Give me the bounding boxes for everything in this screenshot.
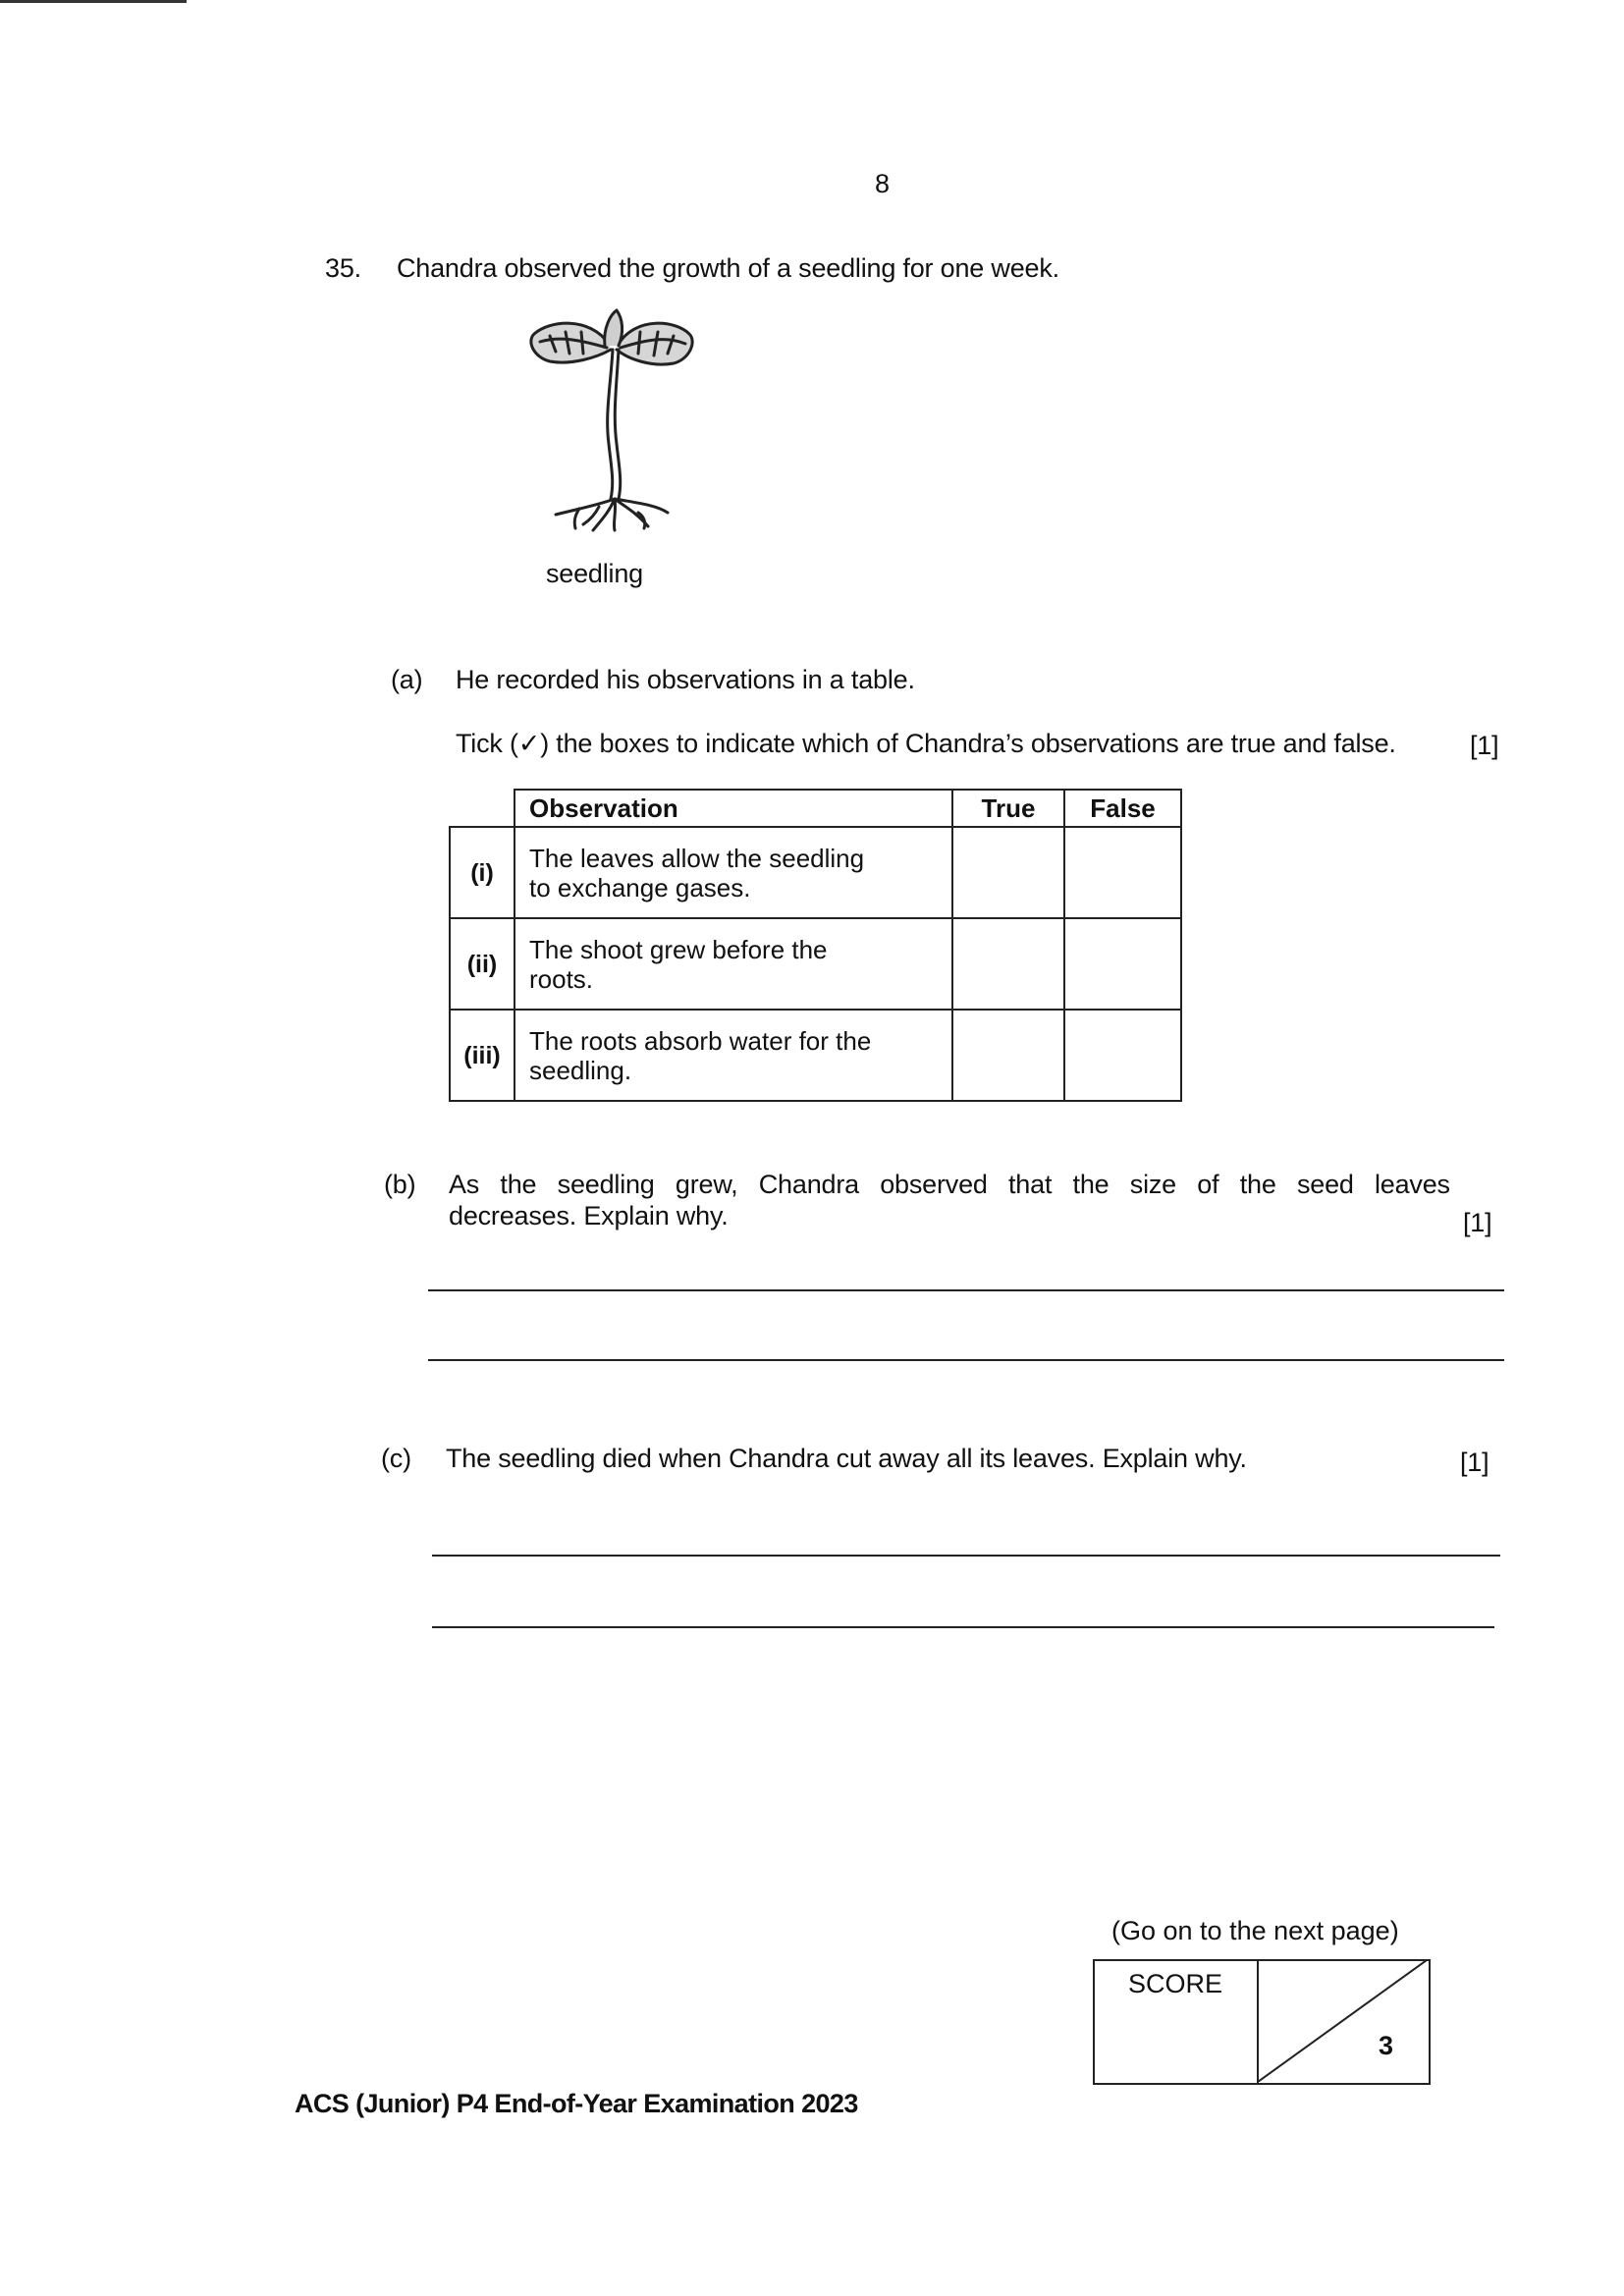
observation-cell: [514, 918, 952, 1010]
row-roman-numeral: (iii): [450, 1010, 514, 1101]
part-a-label: (a): [391, 665, 423, 694]
page-number: 8: [875, 169, 891, 198]
seedling-caption: seedling: [546, 559, 643, 588]
row-roman-numeral: (ii): [450, 918, 514, 1010]
true-tick-box[interactable]: [952, 1010, 1064, 1101]
table-row: [450, 827, 1181, 918]
part-c-marks: [1]: [1460, 1448, 1489, 1477]
part-a-marks: [1]: [1470, 731, 1499, 760]
table-header-spacer: [450, 790, 514, 827]
false-tick-box[interactable]: [1064, 1010, 1181, 1101]
part-a-instruction: Tick (✓) the boxes to indicate which of Chandra’s observations are true and false.: [456, 729, 1396, 758]
false-tick-box[interactable]: [1064, 827, 1181, 918]
score-label: SCORE: [1128, 1969, 1223, 1998]
part-c-text: The seedling died when Chandra cut away all its leaves. Explain why.: [446, 1444, 1247, 1473]
true-tick-box[interactable]: [952, 827, 1064, 918]
part-c-label: (c): [381, 1444, 411, 1473]
header-observation: Observation: [514, 790, 952, 827]
part-b-marks: [1]: [1463, 1208, 1492, 1237]
observation-line: The shoot grew before the: [529, 934, 828, 964]
scan-corner-mark: [0, 0, 187, 3]
go-to-next-page-note: (Go on to the next page): [1111, 1916, 1399, 1945]
header-false: False: [1064, 790, 1181, 827]
observation-line: The roots absorb water for the: [529, 1025, 872, 1056]
footer-exam-title: ACS (Junior) P4 End-of-Year Examination 2023: [295, 2089, 858, 2118]
part-a-intro: He recorded his observations in a table.: [456, 665, 915, 694]
table-header-row: [450, 790, 1181, 827]
table-row: [450, 918, 1181, 1010]
answer-line-b1[interactable]: [428, 1289, 1504, 1291]
part-b-text-line-1: As the seedling grew, Chandra observed that the size of the seed leaves: [449, 1170, 1450, 1199]
question-number: 35.: [325, 253, 361, 283]
observation-line: The leaves allow the seedling: [529, 843, 865, 873]
observation-cell: [514, 827, 952, 918]
answer-line-c2[interactable]: [432, 1626, 1494, 1628]
observation-line: seedling.: [529, 1055, 632, 1085]
false-tick-box[interactable]: [1064, 918, 1181, 1010]
question-text: Chandra observed the growth of a seedling for one week.: [397, 253, 1059, 283]
header-true: True: [952, 790, 1064, 827]
answer-line-b2[interactable]: [428, 1359, 1504, 1361]
score-diagonal-line: [1258, 1960, 1427, 2082]
score-value: 3: [1379, 2031, 1394, 2060]
answer-line-c1[interactable]: [432, 1555, 1500, 1557]
observation-cell: [514, 1010, 952, 1101]
seedling-illustration: [520, 306, 707, 532]
table-row: [450, 1010, 1181, 1101]
part-b-label: (b): [384, 1170, 416, 1199]
true-tick-box[interactable]: [952, 918, 1064, 1010]
row-roman-numeral: (i): [450, 827, 514, 918]
part-b-text-line-2: decreases. Explain why.: [449, 1201, 729, 1230]
observation-table: [449, 789, 1182, 1102]
observation-line: roots.: [529, 963, 594, 994]
observation-line: to exchange gases.: [529, 872, 751, 902]
